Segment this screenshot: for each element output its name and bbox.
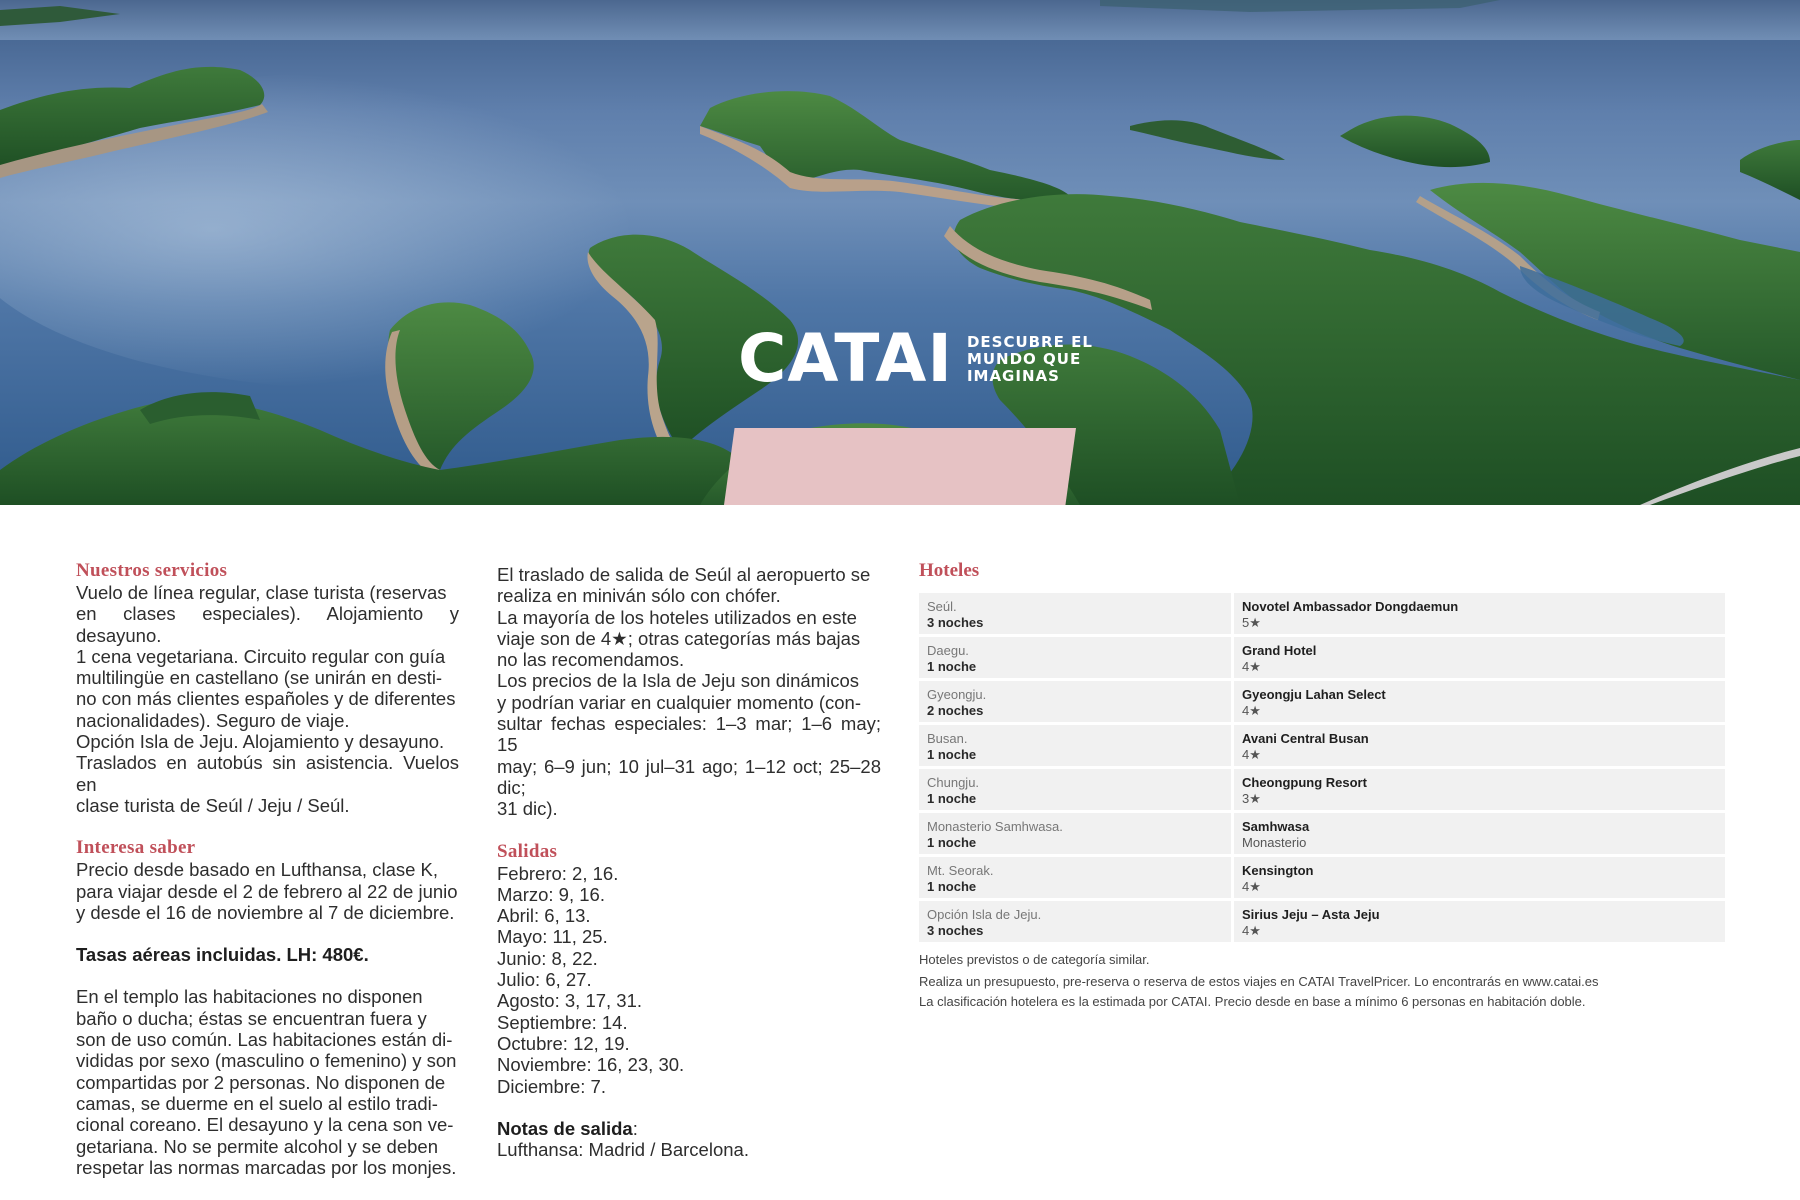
hotels-section (919, 560, 1725, 1013)
text-line: La mayoría de los hoteles utilizados en este (497, 606, 857, 628)
city-cell (919, 681, 1231, 722)
hotel-cell (1234, 593, 1725, 634)
text-line: para viajar desde el 2 de febrero al 22 de junio (76, 880, 458, 902)
section-title-servicios: Nuestros servicios (76, 560, 228, 581)
text-line: realiza en miniván sólo con chófer. (497, 585, 781, 607)
salida-item: Agosto: 3, 17, 31. (497, 990, 643, 1012)
text-line: camas, se duerme en el suelo al estilo tradi- (76, 1092, 438, 1114)
city-name: Gyeongju. (927, 687, 987, 702)
city-name: Chungju. (927, 775, 980, 790)
city-cell (919, 901, 1231, 942)
notas-title: Notas de salida (497, 1117, 633, 1139)
text-line: compartidas por 2 personas. No disponen de (76, 1071, 446, 1093)
hotels-table (919, 593, 1725, 942)
templo-text (76, 986, 459, 1178)
salida-item: Abril: 6, 13. (497, 905, 591, 927)
notas-colon: : (632, 1117, 638, 1139)
hotel-cell (1234, 725, 1725, 766)
note-presupuesto: Realiza un presupuesto, pre-reserva o reserva de estos viajes en CATAI TravelPricer. Lo encontrarás en www.catai.es (919, 973, 1599, 989)
table-row (919, 725, 1725, 766)
text-line: cional coreano. El desayuno y la cena son ve- (76, 1114, 454, 1136)
logo-wordmark: CATAI (738, 320, 953, 397)
text-line: viaje son de 4★; otras categorías más bajas (497, 627, 861, 649)
middle-text-column (497, 564, 881, 1160)
hotel-cell (1234, 769, 1725, 810)
pink-tab-decoration (724, 428, 1076, 505)
text-line: respetar las normas marcadas por los monjes. (76, 1156, 457, 1178)
city-name: Seúl. (927, 599, 957, 614)
table-row (919, 593, 1725, 634)
hotel-name: Gyeongju Lahan Select (1242, 687, 1386, 702)
city-name: Monasterio Samhwasa. (927, 819, 1063, 834)
text-line: en clases especiales). Alojamiento y desayuno. (76, 603, 459, 646)
nights: 1 noche (927, 790, 977, 806)
hotel-name: Cheongpung Resort (1242, 775, 1367, 790)
hotel-name: Kensington (1242, 863, 1314, 878)
hotel-category: 4★ (1242, 922, 1261, 938)
salida-item: Diciembre: 7. (497, 1075, 606, 1097)
city-name: Busan. (927, 731, 968, 746)
note-similar: Hoteles previstos o de categoría similar. (919, 952, 1150, 967)
city-cell (919, 725, 1231, 766)
table-row (919, 769, 1725, 810)
text-line: En el templo las habitaciones no disponen (76, 986, 423, 1008)
text-line: Opción Isla de Jeju. Alojamiento y desayuno. (76, 731, 445, 753)
salida-item: Junio: 8, 22. (497, 947, 598, 969)
hotel-cell (1234, 813, 1725, 854)
tagline-line: MUNDO QUE (966, 349, 1082, 368)
text-line: vididas por sexo (masculino o femenino) y son (76, 1050, 457, 1072)
text-line: clase turista de Seúl / Jeju / Seúl. (76, 794, 350, 816)
intro-text (497, 564, 881, 820)
text-line: may; 6–9 jun; 10 jul–31 ago; 1–12 oct; 25–28 dic; (497, 755, 881, 798)
text-line: y desde el 16 de noviembre al 7 de diciembre. (76, 901, 455, 923)
text-line: 31 dic). (497, 798, 558, 820)
notas-text: Lufthansa: Madrid / Barcelona. (497, 1139, 749, 1161)
city-cell (919, 593, 1231, 634)
nights: 1 noche (927, 878, 977, 894)
section-title-hoteles: Hoteles (919, 560, 980, 581)
salida-item: Febrero: 2, 16. (497, 862, 619, 884)
notas-salida (497, 1118, 881, 1139)
city-name: Mt. Seorak. (927, 863, 994, 878)
salida-item: Marzo: 9, 16. (497, 883, 605, 905)
nights: 1 noche (927, 658, 977, 674)
hotel-cell (1234, 901, 1725, 942)
left-text-column (76, 560, 459, 1178)
nights: 3 noches (927, 614, 984, 630)
nights: 2 noches (927, 702, 984, 718)
section-title-salidas: Salidas (497, 840, 558, 862)
text-line: sultar fechas especiales: 1–3 mar; 1–6 may; 15 (497, 713, 881, 756)
hotel-category: 4★ (1242, 702, 1261, 718)
text-line: no las recomendamos. (497, 649, 685, 671)
text-line: multilingüe en castellano (se unirán en desti- (76, 667, 443, 689)
hotel-name: Avani Central Busan (1242, 731, 1369, 746)
city-cell (919, 813, 1231, 854)
hotel-name: Samhwasa (1242, 819, 1310, 834)
hotel-name: Grand Hotel (1242, 643, 1317, 658)
hotel-category: 4★ (1242, 658, 1261, 674)
city-name: Daegu. (927, 643, 969, 658)
salida-item: Noviembre: 16, 23, 30. (497, 1054, 685, 1076)
hotel-category: 4★ (1242, 878, 1261, 894)
hotel-cell (1234, 637, 1725, 678)
salida-item: Mayo: 11, 25. (497, 926, 608, 948)
hotel-category: 3★ (1242, 790, 1261, 806)
servicios-text (76, 582, 459, 816)
text-line: baño o ducha; éstas se encuentran fuera y (76, 1007, 427, 1029)
table-row (919, 681, 1725, 722)
nights: 1 noche (927, 746, 977, 762)
table-row (919, 813, 1725, 854)
hotel-name: Novotel Ambassador Dongdaemun (1242, 599, 1459, 614)
hotel-cell (1234, 857, 1725, 898)
city-cell (919, 637, 1231, 678)
salidas-list (497, 863, 881, 1097)
text-line: y podrían variar en cualquier momento (con- (497, 691, 862, 713)
city-name: Opción Isla de Jeju. (927, 907, 1042, 922)
table-row (919, 857, 1725, 898)
hotel-name: Sirius Jeju – Asta Jeju (1242, 907, 1380, 922)
salida-item: Julio: 6, 27. (497, 969, 592, 991)
catai-logo (738, 320, 1093, 397)
tagline-line: DESCUBRE EL (966, 332, 1093, 351)
text-line: son de uso común. Las habitaciones están di- (76, 1029, 453, 1051)
text-line: no con más clientes españoles y de diferentes (76, 688, 456, 710)
text-line: Los precios de la Isla de Jeju son dinámicos (497, 670, 859, 692)
section-title-interesa: Interesa saber (76, 837, 196, 859)
city-cell (919, 769, 1231, 810)
salida-item: Octubre: 12, 19. (497, 1032, 630, 1054)
hotel-category: Monasterio (1242, 834, 1307, 850)
table-row (919, 637, 1725, 678)
nights: 1 noche (927, 834, 977, 850)
text-line: 1 cena vegetariana. Circuito regular con guía (76, 645, 446, 667)
tagline-line: IMAGINAS (966, 366, 1060, 385)
text-line: Vuelo de línea regular, clase turista (reservas (76, 582, 447, 603)
logo-tagline (967, 334, 1093, 385)
text-line: nacionalidades). Seguro de viaje. (76, 709, 350, 731)
city-cell (919, 857, 1231, 898)
text-line: getariana. No se permite alcohol y se deben (76, 1135, 438, 1157)
table-row (919, 901, 1725, 942)
hotel-category: 4★ (1242, 746, 1261, 762)
text-line: Traslados en autobús sin asistencia. Vuelos en (76, 752, 459, 795)
hotel-cell (1234, 681, 1725, 722)
hotels-notes (919, 950, 1725, 1013)
hotel-category: 5★ (1242, 614, 1261, 630)
hero-photo (0, 0, 1800, 505)
note-clasificacion: La clasificación hotelera es la estimada por CATAI. Precio desde en base a mínimo 6 personas en habitación doble. (919, 994, 1586, 1009)
text-line: Precio desde basado en Lufthansa, clase K, (76, 859, 439, 881)
text-line: El traslado de salida de Seúl al aeropuerto se (497, 564, 871, 585)
salida-item: Septiembre: 14. (497, 1011, 628, 1033)
tasas-aereas: Tasas aéreas incluidas. LH: 480€. (76, 944, 369, 966)
nights: 3 noches (927, 922, 984, 938)
interesa-text (76, 859, 459, 923)
